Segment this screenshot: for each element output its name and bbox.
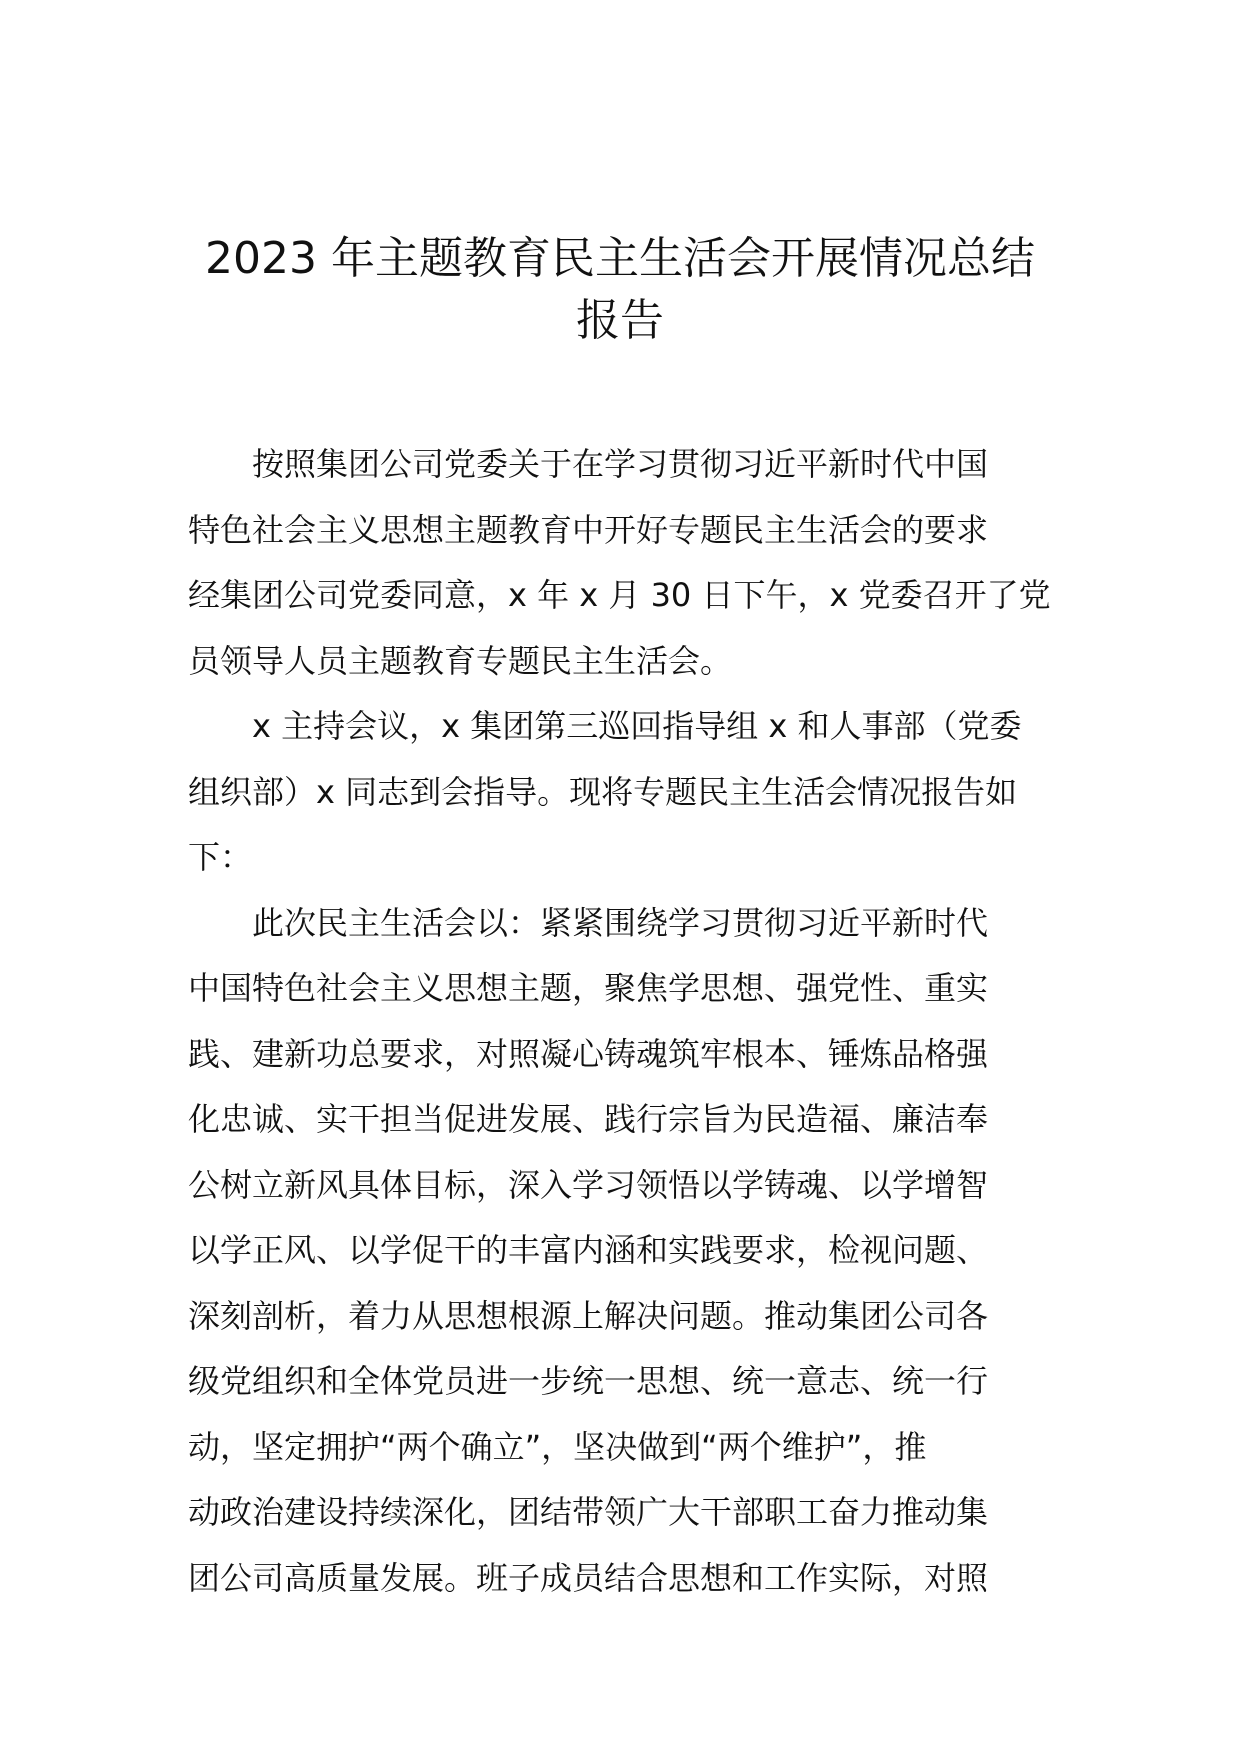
text-line: 化忠诚、实干担当促进发展、践行宗旨为民造福、廉洁奉 (188, 1100, 989, 1138)
text-line: 经集团公司党委同意，x 年 x 月 30 日下午，x 党委召开了党 (188, 576, 1051, 614)
paragraph (188, 694, 1054, 891)
text-line: 深刻剖析，着力从思想根源上解决问题。推动集团公司各 (188, 1296, 989, 1335)
paragraph (188, 432, 1054, 694)
text-line: 公树立新风具体目标，深入学习领悟以学铸魂、以学增智 (188, 1165, 989, 1204)
text-line: 下： (188, 838, 253, 876)
text-line: 践、建新功总要求，对照凝心铸魂筑牢根本、锤炼品格强 (188, 1034, 989, 1073)
text-line: 以学正风、以学促干的丰富内涵和实践要求，检视问题、 (188, 1231, 989, 1269)
title-line: 报告 (576, 295, 664, 346)
document-title (190, 228, 1050, 352)
document-body (188, 432, 1054, 1611)
text-line: 动政治建设持续深化，团结带领广大干部职工奋力推动集 (188, 1493, 989, 1531)
text-line: 中国特色社会主义思想主题，聚焦学思想、强党性、重实 (188, 969, 989, 1007)
paragraph (188, 891, 1054, 1612)
text-line: x 主持会议，x 集团第三巡回指导组 x 和人事部（党委 (252, 707, 1022, 745)
text-line: 组织部）x 同志到会指导。现将专题民主生活会情况报告如 (188, 772, 1018, 811)
text-line: 级党组织和全体党员进一步统一思想、统一意志、统一行 (188, 1362, 989, 1400)
title-line: 2023 年主题教育民主生活会开展情况总结 (205, 233, 1035, 284)
text-line: 员领导人员主题教育专题民主生活会。 (188, 641, 733, 680)
text-line: 动，坚定拥护“两个确立”，坚决做到“两个维护”，推 (188, 1427, 927, 1466)
text-line: 特色社会主义思想主题教育中开好专题民主生活会的要求 (188, 510, 989, 549)
text-line: 团公司高质量发展。班子成员结合思想和工作实际，对照 (188, 1558, 989, 1597)
text-line: 此次民主生活会以：紧紧围绕学习贯彻习近平新时代 (252, 903, 989, 942)
text-line: 按照集团公司党委关于在学习贯彻习近平新时代中国 (252, 445, 989, 483)
